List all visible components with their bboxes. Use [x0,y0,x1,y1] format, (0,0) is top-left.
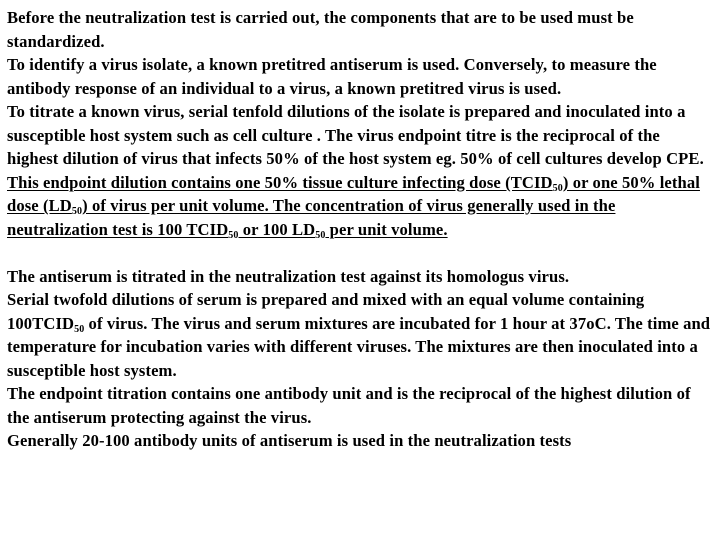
serial-text-2: of virus. The virus and serum mixtures are incubated for 1 hour at 37oC. The time and temperature for incubation varies with different viruses. The mixtures are then inoculated into a susceptible host system. [7,313,711,380]
subscript-50: 50 [315,229,326,241]
paragraph-serial-twofold [7,288,713,382]
paragraph-standardization: Before the neutralization test is carried out, the components that are to be used must be standardized. [7,8,634,51]
paragraph-endpoint-dilution [7,171,713,242]
paragraph-gap [7,241,713,265]
endpoint-text-5: per unit volume. [325,219,448,239]
paragraph-titrate-virus: To titrate a known virus, serial tenfold dilutions of the isolate is prepared and inoculated into a susceptible host system such as cell culture . The virus endpoint titre is the reciprocal of the highest dilution of virus that infects 50% of the host system eg. 50% of cell cultures develop CPE. [7,102,704,168]
paragraph-identify-isolate: To identify a virus isolate, a known pretitred antiserum is used. Conversely, to measure the antibody response of an individual to a virus, a known pretitred virus is used. [7,55,657,98]
slide-text-body [7,6,713,453]
serial-text-1: Serial twofold dilutions of serum is prepared and mixed with an equal volume containing 100TCID [7,290,645,333]
paragraph-endpoint-titration: The endpoint titration contains one antibody unit and is the reciprocal of the highest dilution of the antiserum protecting against the virus. [7,384,691,427]
endpoint-text-1: This endpoint dilution contains one 50% tissue culture infecting dose (TCID [7,172,553,192]
subscript-50: 50 [552,182,563,194]
paragraph-antiserum-titrated: The antiserum is titrated in the neutralization test against its homologus virus. [7,266,570,286]
subscript-50: 50 [228,229,239,241]
endpoint-text-4: or 100 LD [238,219,316,239]
subscript-50: 50 [74,323,85,335]
endpoint-text-2: ) or one 50% lethal dose (LD [7,172,700,215]
endpoint-text-3: ) of virus per unit volume. The concentration of virus generally used in the neutralization test is 100 TCID [7,196,616,239]
paragraph-antibody-units: Generally 20-100 antibody units of antiserum is used in the neutralization tests [7,431,572,450]
subscript-50: 50 [71,206,83,217]
